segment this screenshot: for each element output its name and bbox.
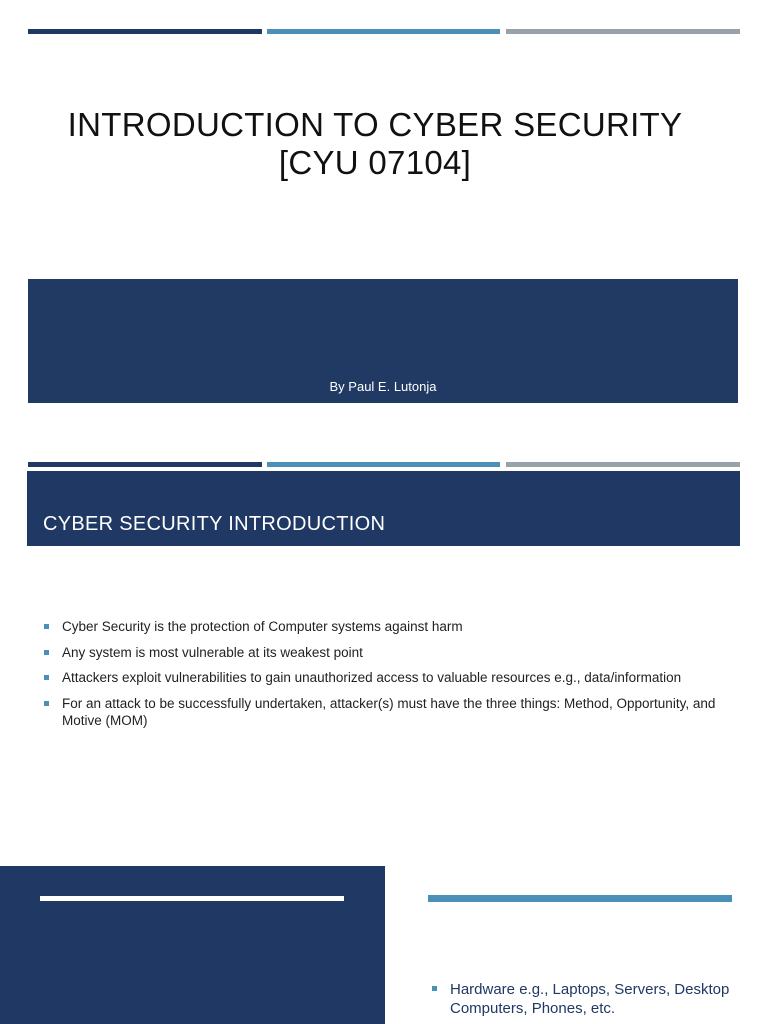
hardware-list	[432, 980, 732, 1018]
bullet-list	[44, 618, 724, 737]
square-bullet-icon	[44, 675, 49, 680]
accent-bar-blue	[267, 462, 500, 467]
list-item-text: Hardware e.g., Laptops, Servers, Desktop Computers, Phones, etc.	[450, 981, 730, 1017]
panel-divider	[40, 896, 344, 901]
list-item	[44, 644, 724, 661]
square-bullet-icon	[44, 701, 49, 706]
list-item-text: Any system is most vulnerable at its weakest point	[62, 644, 363, 660]
slide-title	[30, 106, 720, 182]
side-panel	[0, 866, 385, 1024]
square-bullet-icon	[432, 986, 437, 991]
list-item	[44, 695, 724, 729]
accent-bar-blue	[428, 895, 732, 902]
list-item	[44, 618, 724, 635]
list-item-text: Attackers exploit vulnerabilities to gain unauthorized access to valuable resources e.g., data/information	[62, 670, 682, 685]
accent-bar-gray	[506, 29, 740, 34]
author-band	[28, 279, 738, 403]
square-bullet-icon	[44, 650, 49, 655]
square-bullet-icon	[44, 624, 49, 629]
slide-title-line1: INTRODUCTION TO CYBER SECURITY	[67, 106, 683, 143]
accent-bar-blue	[267, 29, 500, 34]
list-item	[44, 669, 724, 686]
accent-bar-dark	[28, 29, 262, 34]
slide-title-line2: [CYU 07104]	[278, 144, 472, 181]
section-header	[27, 471, 740, 546]
list-item	[432, 980, 732, 1018]
list-item-text: Cyber Security is the protection of Computer systems against harm	[62, 619, 463, 634]
accent-bar-dark	[28, 462, 262, 467]
author-name: By Paul E. Lutonja	[329, 379, 437, 394]
list-item-text: For an attack to be successfully undertaken, attacker(s) must have the three things: Method, Opportunity, and Motive (MOM)	[62, 695, 716, 728]
section-heading: CYBER SECURITY INTRODUCTION	[43, 513, 386, 535]
accent-bar-gray	[506, 462, 740, 467]
